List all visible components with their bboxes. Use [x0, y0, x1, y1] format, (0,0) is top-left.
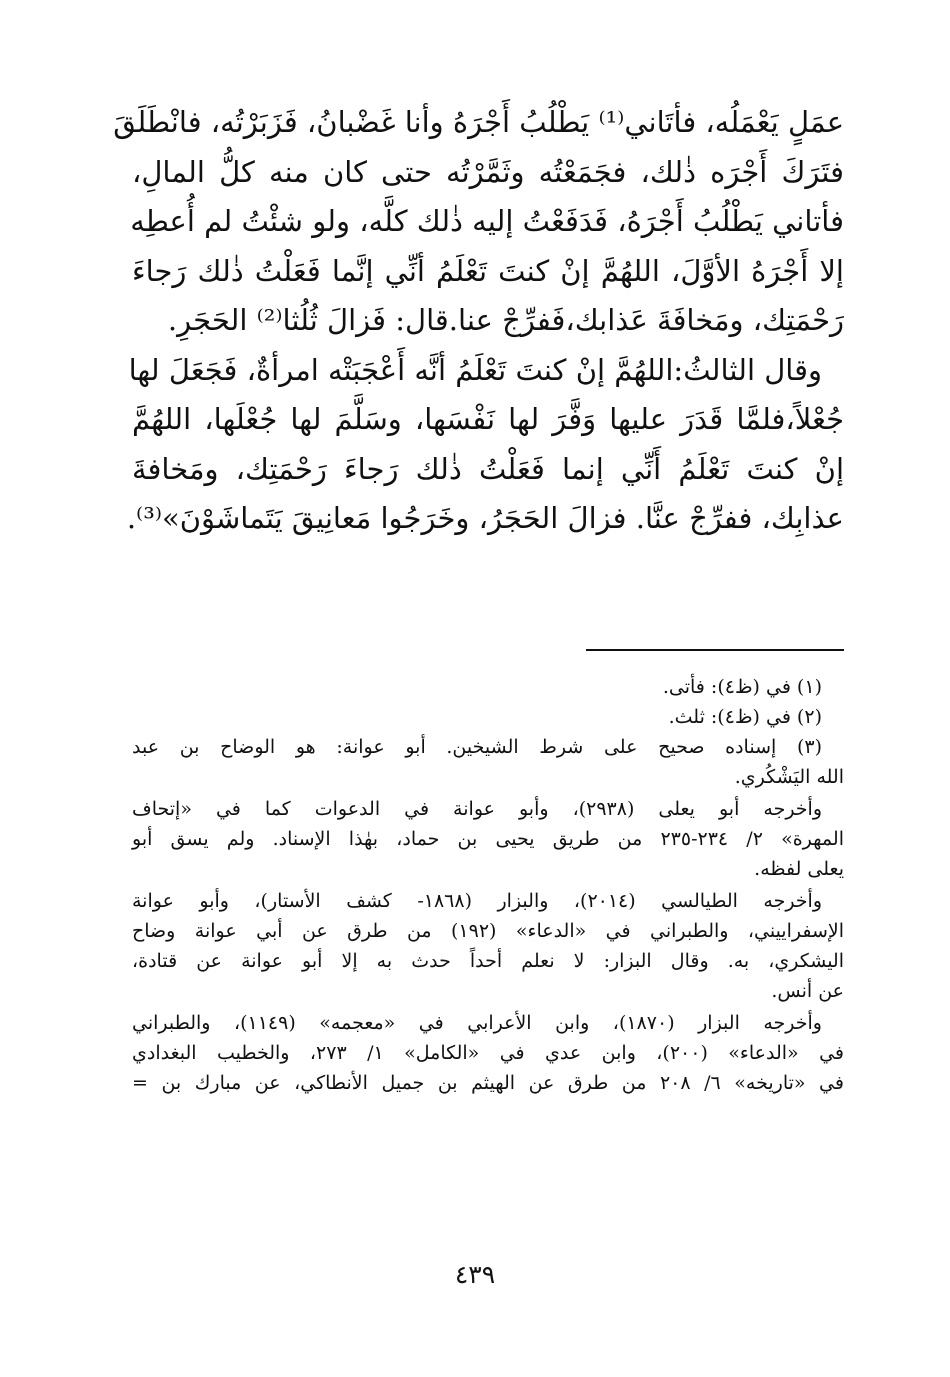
footnotes: [132, 672, 844, 1098]
page-number: ٤٣٩: [454, 1260, 496, 1289]
footnote-line: يعلى لفظه.: [754, 858, 844, 880]
footnote-line: وأخرجه الطيالسي (٢٠١٤)، والبزار (١٨٦٨- كشف الأستار)، وأبو عوانة: [132, 890, 823, 912]
footnote-line: (٣) إسناده صحيح على شرط الشيخين. أبو عوانة: هو الوضاح بن عبد: [132, 736, 822, 758]
footnote-line: عن أنس.: [771, 980, 844, 1002]
footnote-line: في «الدعاء» (٢٠٠)، وابن عدي في «الكامل» ١/ ٢٧٣، والخطيب البغدادي: [132, 1042, 844, 1064]
main-text-line: إلا أَجْرَهُ الأوَّلَ، اللهُمَّ إنْ كنتَ تَعْلَمُ أنِّي إنَّما فَعَلْتُ ذٰلك رَجاءَ: [132, 253, 844, 288]
footnote-line: وأخرجه البزار (١٨٧٠)، وابن الأعرابي في «معجمه» (١١٤٩)، والطبراني: [132, 1012, 822, 1034]
footnote-line: المهرة» ٢/ ٢٣٤-٢٣٥ من طريق يحيى بن حماد، بهٰذا الإسناد. ولم يسق أبو: [132, 828, 844, 850]
main-text-line: عذابِك، ففرِّجْ عنَّا. فزالَ الحَجَرُ، وخَرَجُوا مَعانِيقَ يَتَماشَوْنَ»⁽³⁾.: [126, 501, 844, 535]
footnote-line: الله اليَشْكُري.: [734, 766, 844, 788]
main-text-line: فتَرَكَ أَجْرَه ذٰلك، فجَمَعْتُه وثَمَّرْتُه حتى كان منه كلُّ المالِ،: [132, 154, 844, 189]
footnote-line: (٢) في (ظ٤): ثلث.: [668, 706, 822, 728]
footnote-line: اليشكري، به. وقال البزار: لا نعلم أحداً حدث به إلا أبو عوانة عن قتادة،: [132, 950, 845, 972]
main-text-line: عمَلٍ يَعْمَلُه، فأتَاني⁽¹⁾ يَطْلُبُ أَجْرَهُ وأنا غَضْبانُ، فَزَبَرْتُه، فانْطَلَقَ: [113, 105, 844, 139]
main-text-line: جُعْلاً،فلمَّا قَدَرَ عليها وَفَّرَ لها نَفْسَها، وسَلَّمَ لها جُعْلَها، اللهُمَّ: [132, 402, 844, 436]
main-text-line: إنْ كنتَ تَعْلَمُ أَنِّي إنما فَعَلْتُ ذٰلك رَجاءَ رَحْمَتِك، ومَخافةَ: [132, 451, 844, 486]
footnote-line: وأخرجه أبو يعلى (٢٩٣٨)، وأبو عوانة في الدعوات كما في «إتحاف: [132, 798, 823, 820]
main-text-line: وقال الثالثُ:اللهُمَّ إنْ كنتَ تَعْلَمُ أنَّه أَعْجَبَتْه امرأةٌ، فَجَعَلَ لها: [128, 352, 822, 387]
main-text: [113, 98, 844, 544]
main-text-line: فأتاني يَطْلُبُ أَجْرَهُ، فَدَفَعْتُ إليه ذٰلك كلَّه، ولو شئْتُ لم أُعطِه: [130, 204, 844, 238]
footnote-line: (١) في (ظ٤): فأتى.: [662, 676, 822, 698]
footnote-line: في «تاريخه» ٦/ ٢٠٨ من طرق عن الهيثم بن جميل الأنطاكي، عن مبارك بن =: [132, 1072, 844, 1094]
footnote-line: الإسفراييني، والطبراني في «الدعاء» (١٩٢) من طرق عن أبي عوانة وضاح: [132, 920, 845, 942]
main-text-line: رَحْمَتِك، ومَخافَةَ عَذابك،فَفرِّجْ عنا.قال: فَزالَ ثُلُثا⁽²⁾ الحَجَرِ.: [167, 303, 844, 337]
footnote-separator: [586, 649, 844, 651]
